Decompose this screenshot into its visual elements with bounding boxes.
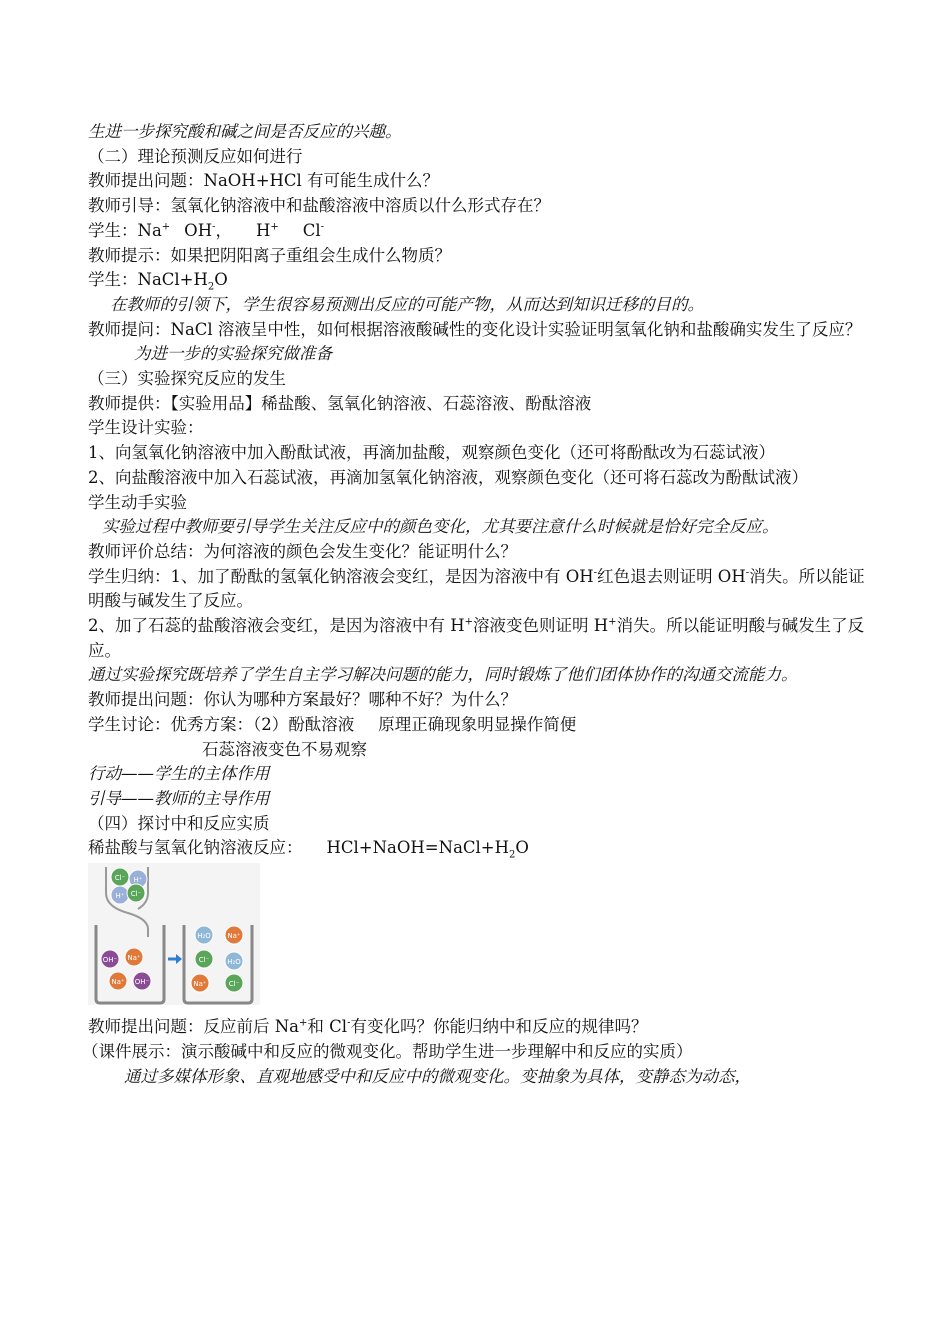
t: - bbox=[320, 221, 325, 233]
t: - bbox=[347, 1017, 351, 1029]
t: + bbox=[299, 1017, 308, 1029]
t: - bbox=[593, 567, 598, 579]
text-line bbox=[88, 565, 868, 614]
document-page bbox=[82, 120, 868, 1089]
ion-label: OH⁻ bbox=[134, 978, 150, 987]
ion-label: H₂O bbox=[227, 958, 241, 967]
neutralization-diagram bbox=[88, 863, 260, 1005]
t: O bbox=[515, 838, 529, 858]
text-line: 2、向盐酸溶液中加入石蕊试液，再滴加氢氧化钠溶液，观察颜色变化（还可将石蕊改为酚酞试液） bbox=[88, 467, 808, 487]
t: H bbox=[255, 220, 271, 240]
ion-label: Cl⁻ bbox=[114, 874, 126, 883]
t: - bbox=[212, 221, 216, 233]
text-line: 石蕊溶液变色不易观察 bbox=[202, 739, 367, 759]
t: 消失。所以能证明酸与碱发生了反应。 bbox=[88, 566, 865, 611]
text-line bbox=[88, 614, 868, 663]
text-line bbox=[88, 713, 868, 738]
ion-label: Na⁺ bbox=[193, 980, 207, 989]
text-line: 教师评价总结：为何溶液的颜色会发生变化？能证明什么？ bbox=[88, 541, 517, 561]
t: 学生归纳：1、加了酚酞的氢氧化钠溶液会变红，是因为溶液中有 OH bbox=[88, 566, 594, 586]
t: 和 Cl bbox=[307, 1017, 348, 1037]
t: 学生：Na bbox=[88, 220, 162, 240]
ion-label: H⁺ bbox=[115, 892, 125, 901]
t: + bbox=[270, 221, 279, 233]
t: + bbox=[161, 221, 171, 233]
t: 学生：NaCl+H bbox=[88, 270, 208, 290]
text-line: （课件展示：演示酸碱中和反应的微观变化。帮助学生进一步理解中和反应的实质） bbox=[82, 1041, 693, 1061]
ion-label: Cl⁻ bbox=[198, 956, 210, 965]
comment-line: 为进一步的实验探究做准备 bbox=[134, 344, 332, 364]
section-heading: （二）理论预测反应如何进行 bbox=[88, 146, 303, 166]
comment-line: 引导——教师的主导作用 bbox=[88, 788, 270, 808]
comment-line: 实验过程中教师要引导学生关注反应中的颜色变化，尤其要注意什么时候就是恰好完全反应。 bbox=[102, 517, 779, 537]
text-line bbox=[88, 268, 868, 293]
t: 消失。所以能证明酸与碱发生了反应。 bbox=[88, 616, 865, 660]
t: + bbox=[464, 616, 474, 628]
text-line bbox=[88, 1015, 868, 1040]
t: ， bbox=[215, 220, 232, 240]
text-line bbox=[88, 219, 868, 244]
t: 有变化吗？你能归纳中和反应的规律吗？ bbox=[350, 1017, 648, 1037]
t: + bbox=[608, 616, 617, 628]
text-line: 教师提供：【实验用品】稀盐酸、氢氧化钠溶液、石蕊溶液、酚酞溶液 bbox=[88, 393, 592, 413]
text-line: 教师提问：NaCl 溶液呈中性，如何根据溶液酸碱性的变化设计实验证明氢氧化钠和盐酸确实发生了反应？ bbox=[88, 319, 862, 339]
t: 教师提出问题：反应前后 Na bbox=[88, 1017, 300, 1037]
section-heading: （三）实验探究反应的发生 bbox=[88, 369, 286, 389]
t: 稀盐酸与氢氧化钠溶液反应： bbox=[88, 838, 303, 858]
t: Cl bbox=[302, 220, 321, 240]
text-line bbox=[88, 836, 868, 861]
t: O bbox=[214, 270, 228, 290]
t: 2 bbox=[207, 281, 215, 293]
text-line: 学生设计实验： bbox=[88, 418, 204, 438]
t: OH bbox=[184, 220, 213, 240]
ion-label: Na⁺ bbox=[111, 978, 125, 987]
text-line: 1、向氢氧化钠溶液中加入酚酞试液，再滴加盐酸，观察颜色变化（还可将酚酞改为石蕊试液） bbox=[88, 443, 775, 463]
text-line: 教师提示：如果把阴阳离子重组会生成什么物质？ bbox=[88, 245, 451, 265]
t: HCl+NaOH=NaCl+H bbox=[326, 838, 510, 858]
text-line: 生进一步探究酸和碱之间是否反应的兴趣。 bbox=[88, 122, 402, 141]
comment-line: 在教师的引领下，学生很容易预测出反应的可能产物，从而达到知识迁移的目的。 bbox=[110, 294, 704, 314]
text-line: 教师提出问题：NaOH+HCl 有可能生成什么？ bbox=[88, 171, 440, 191]
comment-line: 通过实验探究既培养了学生自主学习解决问题的能力，同时锻炼了他们团体协作的沟通交流能力。 bbox=[88, 665, 798, 685]
text-line: 学生动手实验 bbox=[88, 492, 187, 512]
ion-label: OH⁻ bbox=[102, 956, 118, 965]
t: 原理正确现象明显操作简便 bbox=[378, 714, 577, 734]
text-line: 教师引导：氢氧化钠溶液中和盐酸溶液中溶质以什么形式存在？ bbox=[88, 196, 550, 216]
section-heading: （四）探讨中和反应实质 bbox=[88, 813, 270, 833]
t: 学生讨论：优秀方案：（2）酚酞溶液 bbox=[88, 714, 355, 734]
t: - bbox=[745, 567, 750, 579]
ion-label: H⁺ bbox=[133, 876, 143, 885]
comment-line: 行动——学生的主体作用 bbox=[88, 764, 270, 784]
comment-line: 通过多媒体形象、直观地感受中和反应中的微观变化。变抽象为具体，变静态为动态， bbox=[124, 1066, 751, 1086]
t: 溶液变色则证明 H bbox=[473, 616, 609, 636]
text-line: 教师提出问题：你认为哪种方案最好？哪种不好？为什么？ bbox=[88, 690, 517, 710]
ion-label: Cl⁻ bbox=[130, 890, 142, 899]
t: 2、加了石蕊的盐酸溶液会变红，是因为溶液中有 H bbox=[88, 616, 465, 636]
ion-label: Cl⁻ bbox=[228, 980, 240, 989]
t: 2 bbox=[509, 849, 516, 861]
ion-label: H₂O bbox=[197, 932, 211, 941]
ion-label: Na⁺ bbox=[227, 932, 241, 941]
ion-label: Na⁺ bbox=[127, 954, 141, 963]
t: 红色退去则证明 OH bbox=[597, 566, 746, 586]
